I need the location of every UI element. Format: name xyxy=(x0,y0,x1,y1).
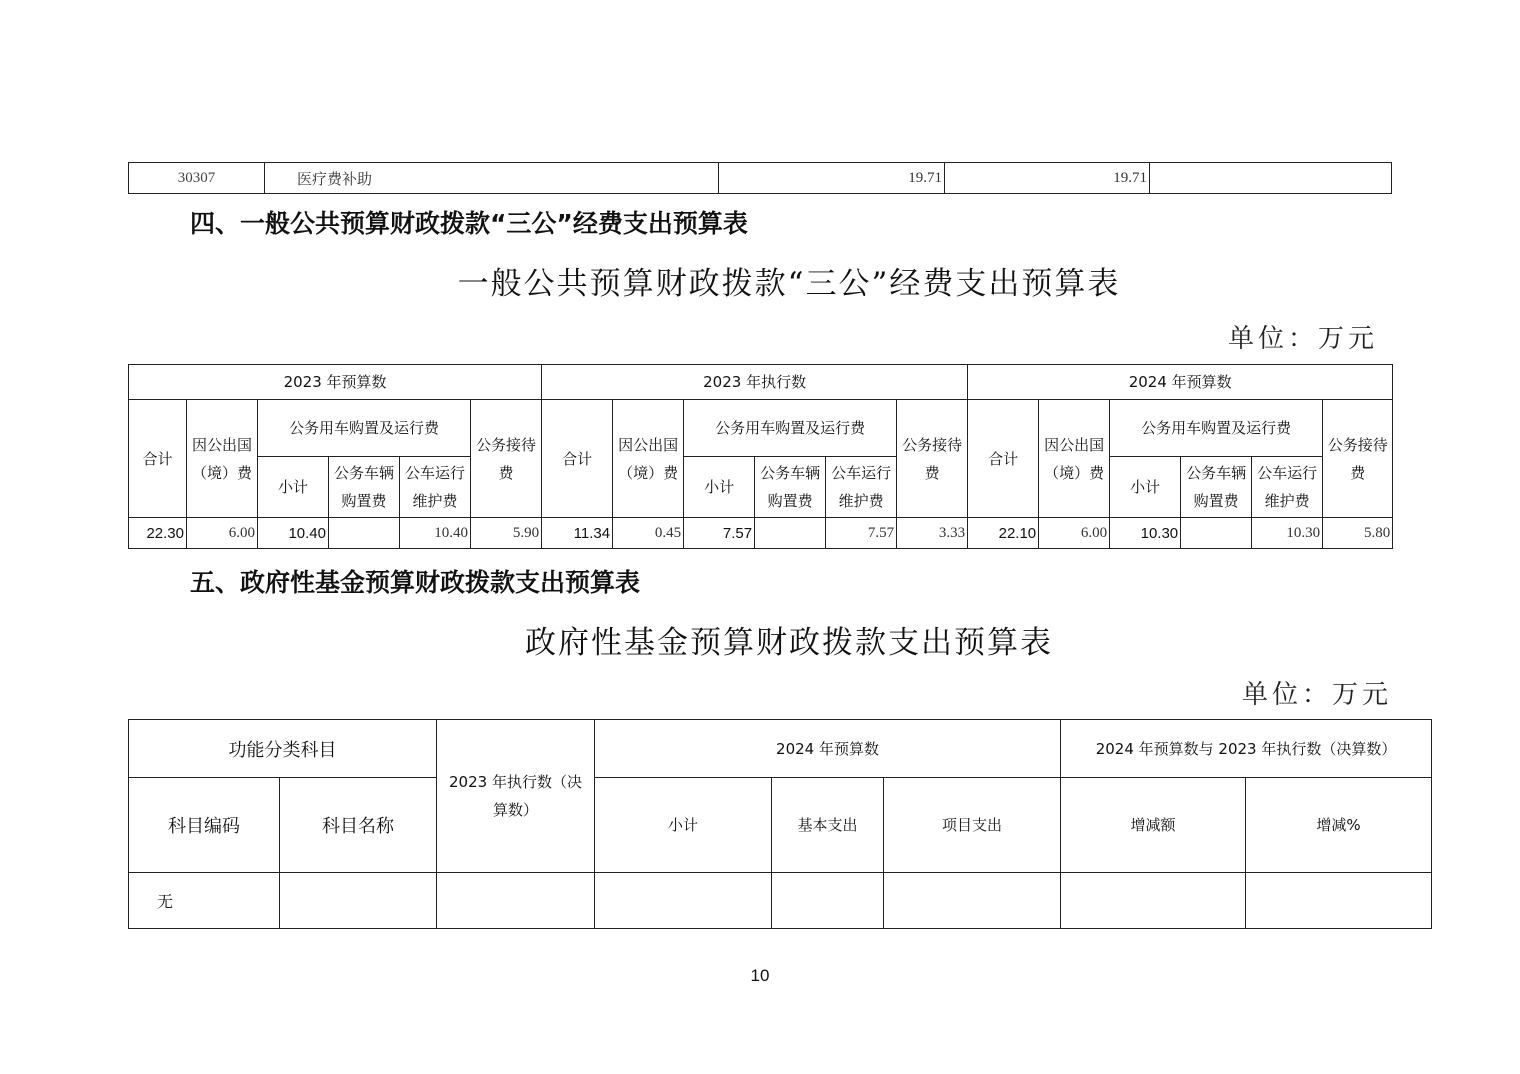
budget-code-cell: 30307 xyxy=(129,163,265,194)
value-purchase xyxy=(755,518,826,549)
section4-unit: 单位：万元 xyxy=(1228,324,1379,354)
value-cell: 19.71 xyxy=(719,163,945,194)
col-maintain: 公车运行维护费 xyxy=(400,457,471,518)
subtotal-header: 小计 xyxy=(595,778,772,873)
code-header: 科目编码 xyxy=(129,778,280,873)
col-reception: 公务接待费 xyxy=(897,400,968,518)
change-header: 增减额 xyxy=(1061,778,1246,873)
project-header: 项目支出 xyxy=(884,778,1061,873)
value-purchase xyxy=(329,518,400,549)
group-header-2023-budget: 2023 年预算数 xyxy=(129,365,542,400)
value-total: 22.10 xyxy=(968,518,1039,549)
col-car: 公务用车购置及运行费 xyxy=(684,400,897,457)
empty-cell xyxy=(280,873,437,929)
col-subtotal: 小计 xyxy=(684,457,755,518)
empty-cell xyxy=(437,873,595,929)
col-subtotal: 小计 xyxy=(1110,457,1181,518)
value-total: 22.30 xyxy=(129,518,187,549)
gov-fund-table xyxy=(128,719,1432,929)
col-total: 合计 xyxy=(968,400,1039,518)
name-header: 科目名称 xyxy=(280,778,437,873)
page-number: 10 xyxy=(750,966,770,985)
col-purchase: 公务车辆购置费 xyxy=(329,457,400,518)
none-cell: 无 xyxy=(129,873,280,929)
value-reception: 3.33 xyxy=(897,518,968,549)
budget-name-cell: 医疗费补助 xyxy=(265,163,719,194)
col-car: 公务用车购置及运行费 xyxy=(258,400,471,457)
col-reception: 公务接待费 xyxy=(1323,400,1393,518)
value-maintain: 7.57 xyxy=(826,518,897,549)
section5-unit: 单位：万元 xyxy=(1242,680,1393,710)
section5-title: 政府性基金预算财政拨款支出预算表 xyxy=(525,625,1053,661)
value-maintain: 10.30 xyxy=(1252,518,1323,549)
col-abroad: 因公出国（境）费 xyxy=(187,400,258,518)
change-pct-header: 增减% xyxy=(1246,778,1432,873)
continued-table xyxy=(128,162,1392,194)
value-abroad: 0.45 xyxy=(613,518,684,549)
col-subtotal: 小计 xyxy=(258,457,329,518)
exec-2023-header: 2023 年执行数（决算数） xyxy=(437,720,595,873)
basic-header: 基本支出 xyxy=(772,778,884,873)
col-abroad: 因公出国（境）费 xyxy=(613,400,684,518)
col-maintain: 公车运行维护费 xyxy=(826,457,897,518)
value-abroad: 6.00 xyxy=(187,518,258,549)
value-maintain: 10.40 xyxy=(400,518,471,549)
section5-heading: 五、政府性基金预算财政拨款支出预算表 xyxy=(190,568,641,597)
group-header-2024-budget: 2024 年预算数 xyxy=(968,365,1393,400)
value-abroad: 6.00 xyxy=(1039,518,1110,549)
empty-cell xyxy=(1246,873,1432,929)
col-purchase: 公务车辆购置费 xyxy=(755,457,826,518)
value-reception: 5.80 xyxy=(1323,518,1393,549)
empty-cell xyxy=(772,873,884,929)
section4-heading: 四、一般公共预算财政拨款“三公”经费支出预算表 xyxy=(190,209,748,238)
value-subtotal: 7.57 xyxy=(684,518,755,549)
col-purchase: 公务车辆购置费 xyxy=(1181,457,1252,518)
empty-cell xyxy=(1150,163,1392,194)
col-abroad: 因公出国（境）费 xyxy=(1039,400,1110,518)
value-subtotal: 10.40 xyxy=(258,518,329,549)
func-class-header: 功能分类科目 xyxy=(129,720,437,778)
col-maintain: 公车运行维护费 xyxy=(1252,457,1323,518)
value-cell: 19.71 xyxy=(945,163,1150,194)
compare-header: 2024 年预算数与 2023 年执行数（决算数） xyxy=(1061,720,1432,778)
empty-cell xyxy=(884,873,1061,929)
col-car: 公务用车购置及运行费 xyxy=(1110,400,1323,457)
empty-cell xyxy=(1061,873,1246,929)
col-total: 合计 xyxy=(129,400,187,518)
section4-title: 一般公共预算财政拨款“三公”经费支出预算表 xyxy=(457,266,1121,302)
empty-cell xyxy=(595,873,772,929)
budget-2024-header: 2024 年预算数 xyxy=(595,720,1061,778)
value-total: 11.34 xyxy=(542,518,613,549)
value-reception: 5.90 xyxy=(471,518,542,549)
value-subtotal: 10.30 xyxy=(1110,518,1181,549)
group-header-2023-exec: 2023 年执行数 xyxy=(542,365,968,400)
col-reception: 公务接待费 xyxy=(471,400,542,518)
three-public-table xyxy=(128,364,1393,549)
col-total: 合计 xyxy=(542,400,613,518)
value-purchase xyxy=(1181,518,1252,549)
